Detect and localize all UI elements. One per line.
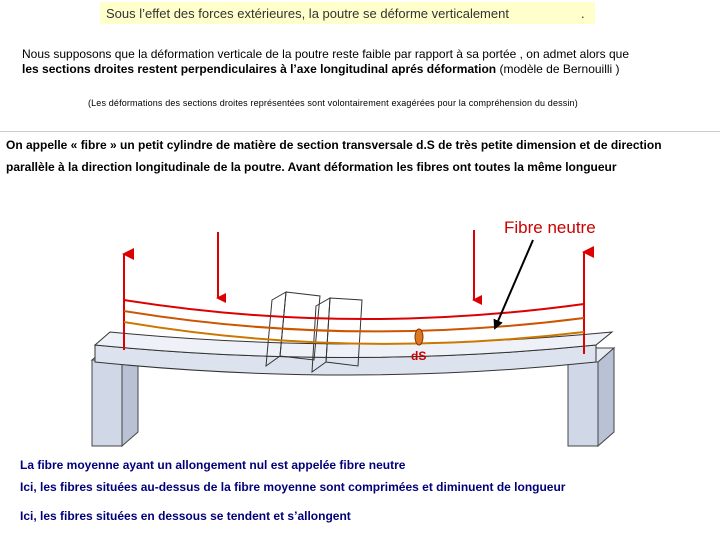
neutral-fibre-pointer <box>495 240 533 328</box>
intro-line-2-rest: (modèle de Bernouilli ) <box>496 62 620 76</box>
page-title: Sous l’effet des forces extérieures, la poutre se déforme verticalement <box>106 6 509 21</box>
top-fibre <box>124 300 584 319</box>
conclusion-1: La fibre moyenne ayant un allongement nul est appelée fibre neutre <box>20 458 406 472</box>
intro-line-1: Nous supposons que la déformation verticale de la poutre reste faible par rapport à sa portée , on admet alors que <box>22 47 630 61</box>
conclusion-3: Ici, les fibres situées en dessous se tendent et s’allongent <box>20 509 351 523</box>
definition-line-1: On appelle « fibre » un petit cylindre de matière de section transversale d.S de très petite dimension et de direction <box>6 138 662 152</box>
neutral-fibre <box>124 311 584 331</box>
ds-label: dS <box>411 349 427 363</box>
definition-line-2: parallèle à la direction longitudinale de la poutre. Avant déformation les fibres ont toutes la même longueur <box>6 160 617 174</box>
title-period: . <box>581 6 585 21</box>
fibre-neutre-label: Fibre neutre <box>504 218 596 237</box>
exaggeration-note: (Les déformations des sections droites représentées sont volontairement exagérées pour la compréhension du dessin) <box>88 98 578 108</box>
ds-element <box>415 329 423 345</box>
conclusion-2: Ici, les fibres situées au-dessus de la fibre moyenne sont comprimées et diminuent de longueur <box>20 480 566 494</box>
intro-line-2-bold: les sections droites restent perpendiculaires à l’axe longitudinal aprés déformation <box>22 62 497 76</box>
